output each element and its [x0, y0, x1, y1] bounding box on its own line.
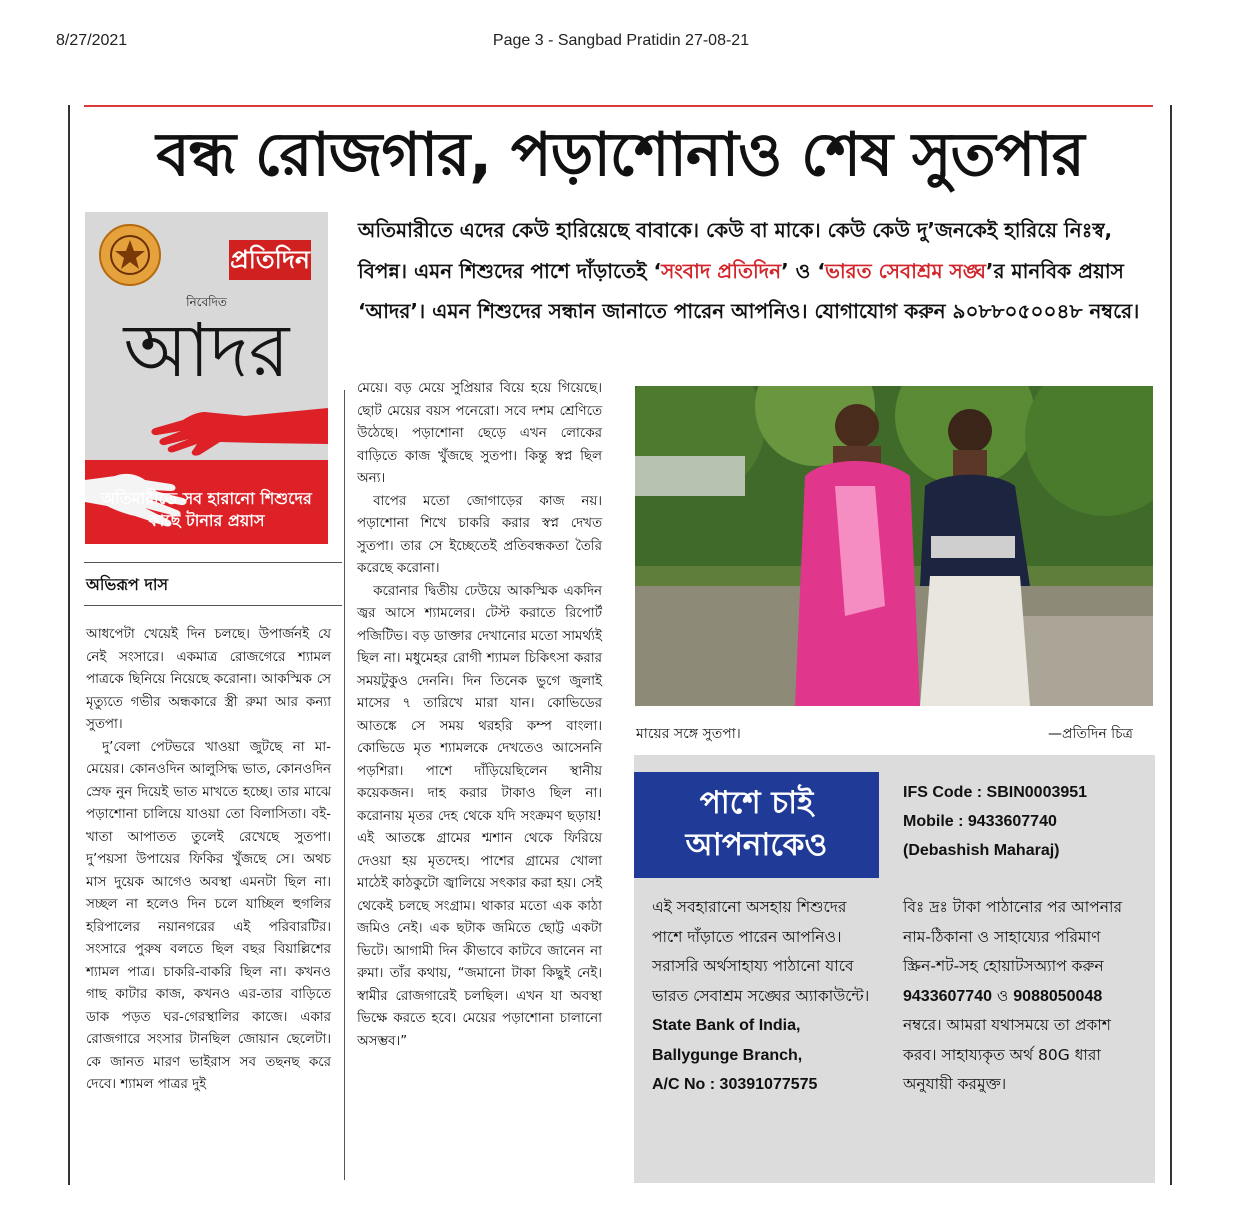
- intro-text-3: ’র মানবিক প্রয়াস ‘আদর’। এমন শিশুদের সন্ধান জানাতে পারেন আপনিও। যোগাযোগ করুন ৯০৮৮০৫০০৪৮ নম্বরে।: [358, 258, 1140, 323]
- paragraph: আধপেটা খেয়েই দিন চলছে। উপার্জনই যে নেই সংসারে। একমাত্র রোজগেরে শ্যামল পাত্রকে ছিনিয়ে নিয়েছে করোনা। আকস্মিক সে মৃত্যুতে গভীর অন্ধকারে স্ত্রী রুমা আর কন্যা সুতপা।: [86, 627, 331, 732]
- byline-rule-top: [84, 562, 342, 563]
- donation-instructions-right: [903, 893, 1135, 1100]
- right-border-line: [1170, 105, 1172, 1185]
- intro-bharat-sevashram: ভারত সেবাশ্রম সঙ্ঘ: [824, 258, 986, 283]
- ifs-code: IFS Code : SBIN0003951: [903, 784, 1088, 801]
- nibedita-label: নিবেদিত: [186, 295, 227, 309]
- print-date: 8/27/2021: [56, 32, 128, 49]
- left-border-line: [68, 105, 70, 1185]
- donation-instructions-left: [652, 893, 874, 1100]
- account-number: A/C No : 30391077575: [652, 1076, 818, 1093]
- aador-promo-box: [85, 212, 328, 544]
- appeal-line2: আপনাকেও: [685, 827, 828, 863]
- aador-tagline-line2: কাছে টানার প্রয়াস: [148, 511, 265, 530]
- mobile-number: Mobile : 9433607740: [903, 813, 1057, 830]
- pratidin-logo-icon: [215, 240, 311, 280]
- whatsapp-number-1: 9433607740: [903, 987, 992, 1005]
- tax-note: নম্বরে। আমরা যথাসময়ে তা প্রকাশ করব। সাহায্যকৃত অর্থ 80G ধারা অনুযায়ী করমুক্ত।: [903, 1016, 1111, 1093]
- intro-sangbad-pratidin: সংবাদ প্রতিদিন: [661, 258, 782, 283]
- appeal-box: [634, 772, 879, 878]
- paragraph: মেয়ে। বড় মেয়ে সুপ্রিয়ার বিয়ে হয়ে গিয়েছে। ছোট মেয়ের বয়স পনেরো। সবে দশম শ্রেণিতে উঠেছে। পড়াশোনা ছেড়ে এখন লোকের বাড়িতে কাজ খুঁজছে সুতপা। কিন্তু স্বপ্ন ছিল অন্য।: [357, 381, 602, 486]
- intro-text-1: অতিমারীতে এদের কেউ হারিয়েছে বাবাকে। কেউ বা মাকে। কেউ কেউ দু’জনকেই হারিয়ে নিঃস্ব, বিপন্ন। এমন শিশুদের পাশে দাঁড়াতেই ‘: [358, 218, 1113, 283]
- bharat-sevashram-logo-icon: [99, 224, 161, 286]
- bank-name: State Bank of India,: [652, 1017, 801, 1034]
- whatsapp-number-2: 9088050048: [1013, 987, 1103, 1005]
- paragraph: করোনার দ্বিতীয় ঢেউয়ে আকস্মিক একদিন জ্বর আসে শ্যামলের। টেস্ট করাতে রিপোর্ট পজিটিভ। বড় ডাক্তার দেখানোর মতো সামর্থ্যই ছিল না। মধুমেহর রোগী শ্যামল চিকিৎসা করার সময়টুকুও দেননি। দিন তিনেক ভুগে জুলাই মাসের ৭ তারিখে মারা যান। কোভিডের আতঙ্কে সে সময় থরহরি কম্প বাংলা। কোভিডে মৃত শ্যামলকে দেখতেও আসেননি পড়শিরা। পাশে দাঁড়িয়েছিলেন স্থানীয় কয়েকজন। দাহ করার টাকাও ছিল না। করোনায় মৃতর দেহ থেকে যদি সংক্রমণ ছড়ায়! এই আতঙ্কে গ্রামের শ্মশান থেকে ফিরিয়ে দেওয়া হয় মৃতদেহ। পাশের গ্রামের খোলা মাঠেই কাঠকুটো জ্বালিয়ে সৎকার করা হয়। সেই থেকেই চলছে সংগ্রাম। থাকার মতো এক কাঠা জমিও নেই। এক ছটাক জমিতে ছোট্ট একটা ভিটে। আগামী দিন কীভাবে কাটবে জানেন না রুমা। তাঁর কথায়, “জমানো টাকা কিছুই নেই। স্বামীর রোজগারেই চলছিল। এখন যা অবস্থা ভিক্ষে করতে হবে। মেয়ের পড়াশোনা চালানো অসম্ভব।”: [357, 583, 602, 1049]
- print-page-title: Page 3 - Sangbad Pratidin 27-08-21: [492, 32, 750, 49]
- aador-tagline-line1: অতিমারীতে সব হারানো শিশুদের: [101, 489, 312, 508]
- column-divider: [344, 390, 345, 1180]
- intro-paragraph: [358, 210, 1158, 332]
- headline: বন্ধ রোজগার, পড়াশোনাও শেষ সুতপার: [156, 120, 1084, 190]
- photo-caption: মায়ের সঙ্গে সুতপা।: [636, 726, 741, 742]
- contact-name: (Debashish Maharaj): [903, 842, 1060, 859]
- intro-text-2: ’ ও ‘: [781, 258, 825, 283]
- paragraph: দু’বেলা পেটভরে খাওয়া জুটছে না মা-মেয়ের। কোনওদিন আলুসিদ্ধ ভাত, কোনওদিন স্রেফ নুন দিয়েই ভাত মাখতে হচ্ছে। তার মাঝে পড়াশোনা চালিয়ে যাওয়া তো বিলাসিতা। বই-খাতা আপাতত তুলেই রেখেছে সুতপা। দু’পয়সা উপায়ের ফিকির খুঁজছে সে। অথচ মাস দুয়েক আগেও অবস্থা এমনটা ছিল না। সচ্ছল না হলেও দিন চলে যাচ্ছিল হুগলির হরিপালের নয়ানগরের এই পরিবারটির। সংসারে পুরুষ বলতে ছিল বছর বিয়াল্লিশের শ্যামল পাত্র। চাকরি-বাকরি ছিল না। কখনও গাছ কাটার কাজ, কখনও এর-তার বাড়িতে ডাক পড়ত ঘর-গেরস্থালির কাজে। একার রোজগারে সংসার টানছিল জোয়ান ছেলেটা। কে জানত মারণ ভাইরাস সব তছনছ করে দেবে। শ্যামল পাত্রর দুই: [86, 739, 331, 1092]
- aador-tagline: [85, 488, 328, 532]
- paragraph: বাপের মতো জোগাড়ের কাজ নয়। পড়াশোনা শিখে চাকরি করার স্বপ্ন দেখত সুতপা। তার সে ইচ্ছেতেই প্রতিবন্ধকতা তৈরি করেছে করোনা।: [357, 493, 602, 576]
- appeal-line1: পাশে চাই: [699, 785, 814, 821]
- bank-branch: Ballygunge Branch,: [652, 1046, 803, 1064]
- whatsapp-note: বিঃ দ্রঃ টাকা পাঠানোর পর আপনার নাম-ঠিকানা ও সাহায্যের পরিমাণ স্ক্রিন-শট-সহ হোয়াটসঅ্যাপ করুন: [903, 898, 1123, 975]
- donation-text: এই সবহারানো অসহায় শিশুদের পাশে দাঁড়াতে পারেন আপনিও। সরাসরি অর্থসাহায্য পাঠানো যাবে ভারত সেবাশ্রম সঙ্ঘের অ্যাকাউন্টে।: [652, 898, 870, 1005]
- byline-rule-bottom: [84, 605, 342, 606]
- byline: অভিরূপ দাস: [86, 575, 169, 594]
- article-column-1: [86, 624, 331, 1097]
- article-column-2: [357, 378, 602, 1053]
- pratidin-logo-text: প্রতিদিন: [229, 240, 311, 280]
- top-red-rule: [84, 105, 1153, 107]
- aador-title: আদর: [123, 308, 290, 394]
- bank-contact-details: [903, 778, 1087, 865]
- and-text: ও: [991, 986, 1009, 1005]
- photo-mother-daughter: [635, 386, 1153, 706]
- photo-credit: —প্রতিদিন চিত্র: [1048, 726, 1133, 742]
